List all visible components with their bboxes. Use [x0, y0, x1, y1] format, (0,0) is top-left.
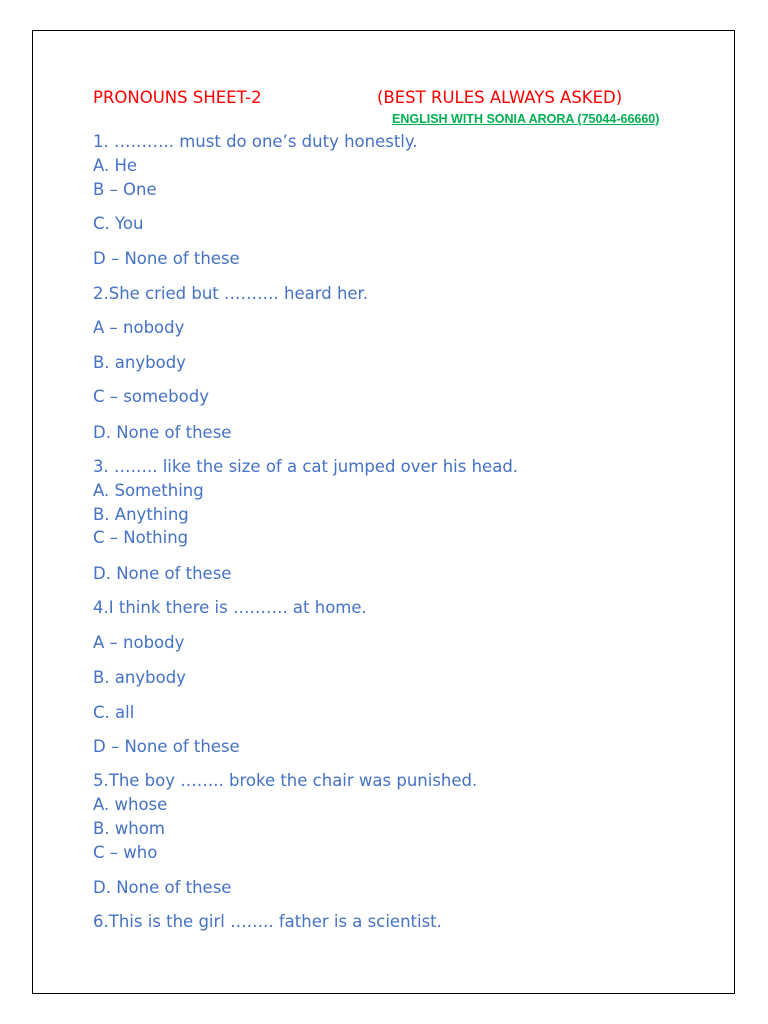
question-5-option-c: C – who: [93, 843, 158, 862]
sheet-subtitle: (BEST RULES ALWAYS ASKED): [377, 88, 623, 107]
question-2: 2.She cried but ………. heard her.: [93, 284, 369, 303]
question-1: 1. ……….. must do one’s duty honestly.: [93, 132, 418, 151]
question-3-option-b: B. Anything: [93, 505, 189, 524]
question-3: 3. …….. like the size of a cat jumped over his head.: [93, 457, 519, 476]
question-4-option-d: D – None of these: [93, 737, 240, 756]
question-4: 4.I think there is ………. at home.: [93, 598, 367, 617]
question-3-option-a: A. Something: [93, 481, 204, 500]
question-1-option-d: D – None of these: [93, 249, 240, 268]
question-1-option-b: B – One: [93, 180, 157, 199]
question-4-option-b: B. anybody: [93, 668, 186, 687]
question-5-option-b: B. whom: [93, 819, 165, 838]
question-4-option-c: C. all: [93, 703, 135, 722]
sheet-title: PRONOUNS SHEET-2: [93, 88, 262, 107]
question-2-option-c: C – somebody: [93, 387, 209, 406]
question-5-option-d: D. None of these: [93, 878, 232, 897]
question-5: 5.The boy …….. broke the chair was punished.: [93, 771, 478, 790]
question-3-option-c: C – Nothing: [93, 528, 189, 547]
author-credit: ENGLISH WITH SONIA ARORA (75044-66660): [392, 112, 660, 126]
question-2-option-a: A – nobody: [93, 318, 185, 337]
question-3-option-d: D. None of these: [93, 564, 232, 583]
question-6: 6.This is the girl …….. father is a scientist.: [93, 912, 442, 931]
question-5-option-a: A. whose: [93, 795, 168, 814]
question-1-option-c: C. You: [93, 214, 144, 233]
question-4-option-a: A – nobody: [93, 633, 185, 652]
question-2-option-b: B. anybody: [93, 353, 186, 372]
question-1-option-a: A. He: [93, 156, 138, 175]
question-2-option-d: D. None of these: [93, 423, 232, 442]
